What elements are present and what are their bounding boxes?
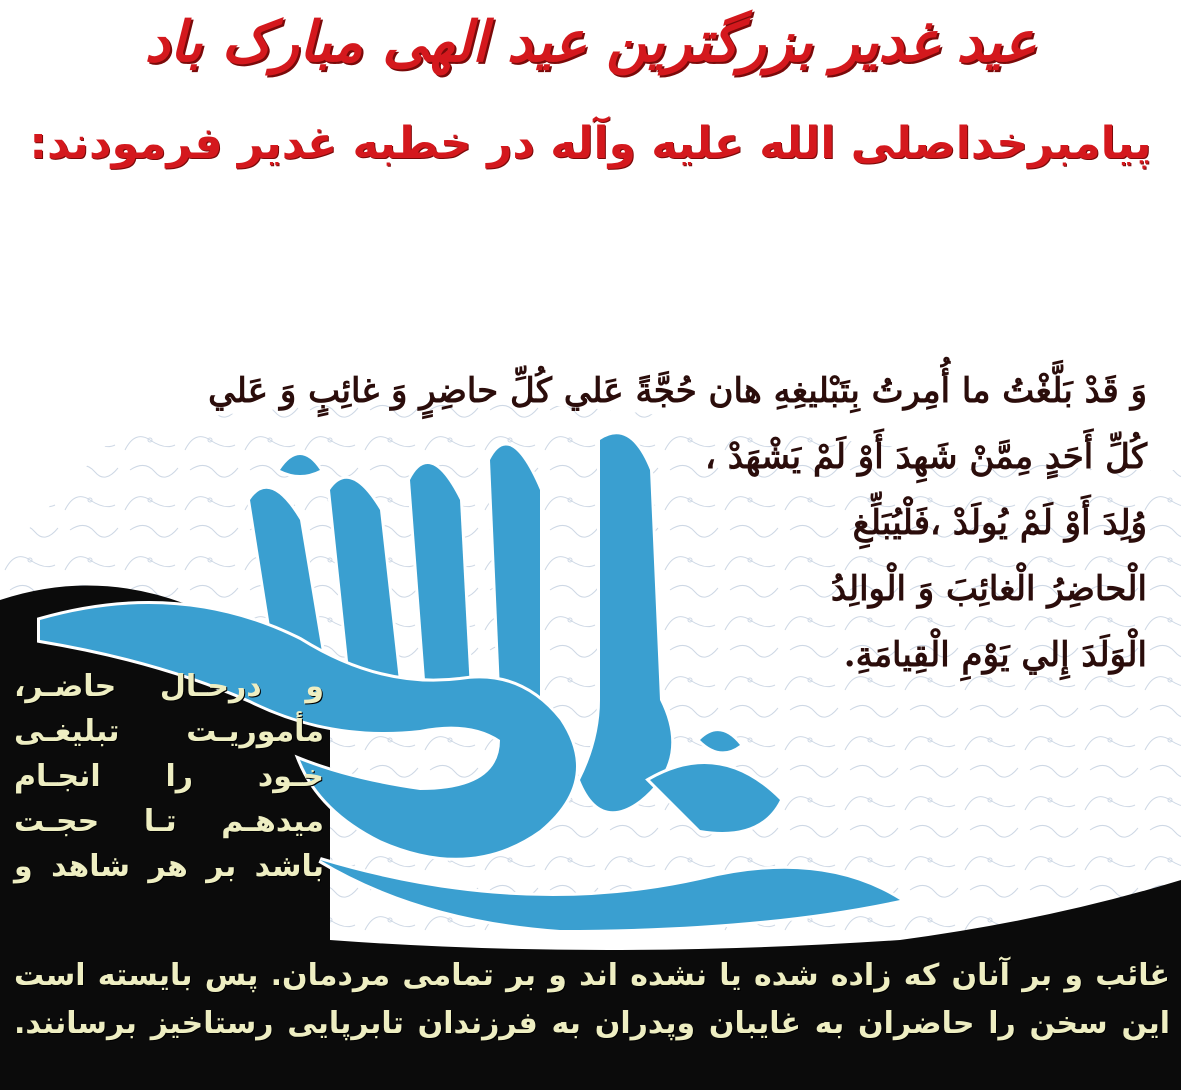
arabic-line: الْحاضِرُ الْغائِبَ وَ الْوالِدُ: [830, 569, 1147, 609]
persian-line: باشد بر هر شاهد و: [14, 849, 324, 884]
persian-line: میدهـم تـا حجـت: [14, 804, 324, 839]
persian-line: و درحـال حاضـر،: [14, 669, 324, 704]
arabic-line: وَ قَدْ بَلَّغْتُ ما أُمِرتُ بِتَبْليغِهِ هان حُجَّةً عَلي كُلِّ حاضِرٍ وَ غائِبٍ وَ عَلي: [208, 371, 1147, 411]
page-title: عید غدیر بزرگترین عید الهی مبارک باد: [144, 10, 1037, 75]
persian-line: غائب و بر آنان که زاده شده یا نشده اند و بر تمامی مردمان. پس بایسته است: [14, 958, 1170, 993]
page-subtitle: پیامبرخداصلی الله علیه وآله در خطبه غدیر فرمودند:: [29, 118, 1152, 169]
persian-line: خـود را انجـام: [14, 759, 324, 794]
persian-translation-bottom: [14, 952, 1170, 1048]
arabic-line: وُلِدَ أَوْ لَمْ يُولَدْ ،فَلْيُبَلِّغِ: [852, 503, 1147, 543]
arabic-line: الْوَلَدَ إِلي يَوْمِ الْقِيامَةِ.: [843, 635, 1147, 675]
persian-line: این سخن را حاضران به غایبان وپدران به فرزندان تابرپایی رستاخیز برسانند.: [14, 1006, 1170, 1041]
persian-line: مأموریـت تبلیغـی: [14, 714, 324, 749]
arabic-hadith-text: [208, 358, 1147, 688]
persian-translation-left: [14, 664, 324, 889]
arabic-line: كُلِّ أَحَدٍ مِمَّنْ شَهِدَ أَوْ لَمْ يَشْهَدْ ،: [705, 437, 1147, 477]
